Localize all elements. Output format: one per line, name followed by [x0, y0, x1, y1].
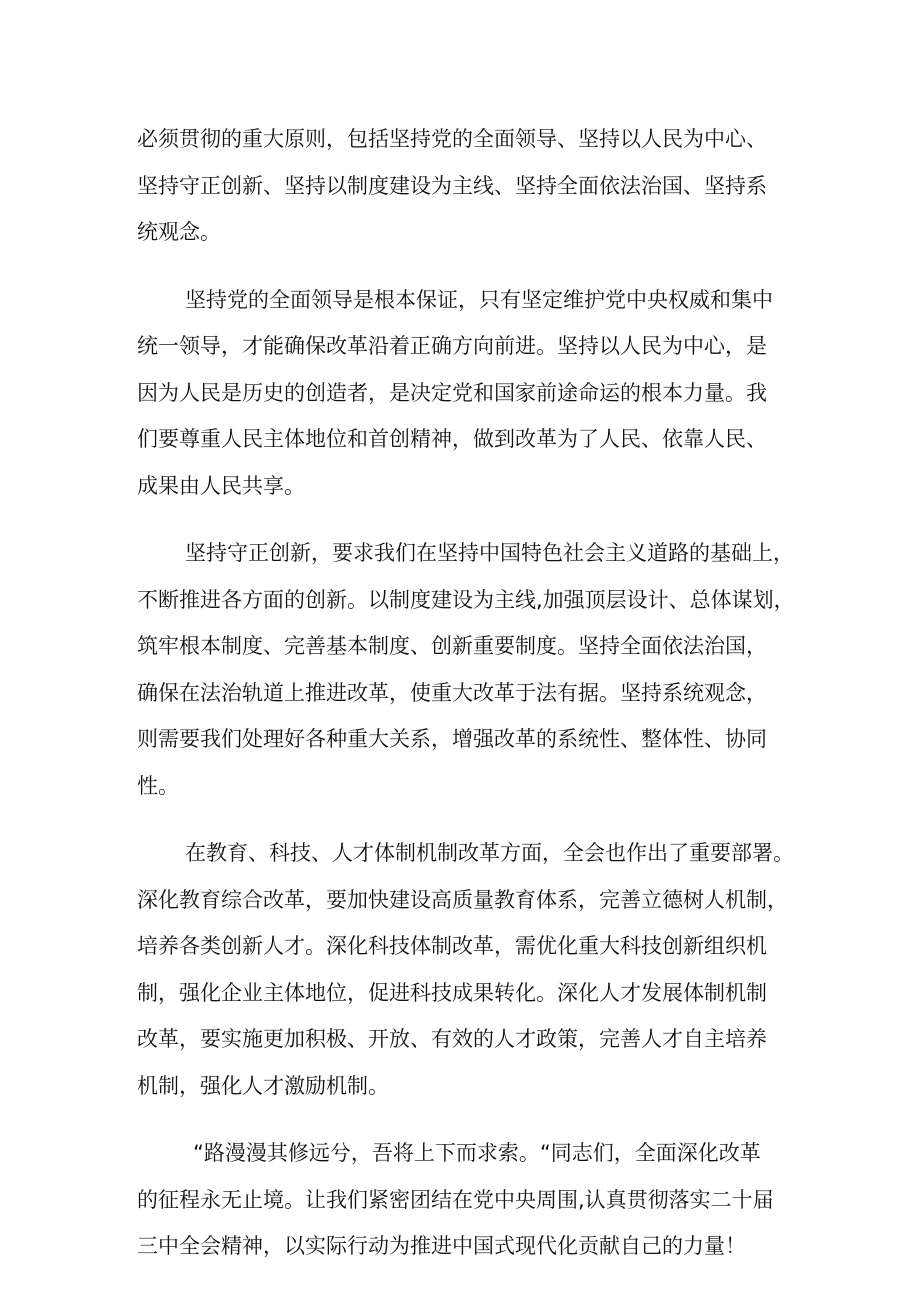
text-line: 性。 [137, 773, 179, 798]
text-line: 制，强化企业主体地位，促进科技成果转化。深化人才发展体制机制 [137, 980, 767, 1005]
paragraph-principles [137, 116, 797, 256]
text-line: 机制，强化人才激励机制。 [137, 1073, 389, 1098]
text-line: 三中全会精神，以实际行动为推进中国式现代化贡献自己的力量！ [137, 1234, 746, 1258]
text-line: 统观念。 [137, 220, 221, 244]
text-line: 们要尊重人民主体地位和首创精神，做到改革为了人民、依靠人民、 [137, 427, 767, 451]
text-line: 培养各类创新人才。深化科技体制改革，需优化重大科技创新组织机 [137, 934, 767, 958]
text-line: 筑牢根本制度、完善基本制度、创新重要制度。坚持全面依法治国， [137, 634, 767, 658]
text-line: 的征程永无止境。让我们紧密团结在党中央周围,认真贯彻落实二十届 [137, 1187, 774, 1212]
text-line: 则需要我们处理好各种重大关系，增强改革的系统性、整体性、协同 [137, 727, 767, 751]
text-line: 坚持守正创新，要求我们在坚持中国特色社会主义道路的基础上， [185, 541, 794, 565]
text-line: 成果由人民共享。 [137, 473, 305, 498]
paragraph-education-tech-talent [137, 830, 797, 1109]
text-line: 坚持守正创新、坚持以制度建设为主线、坚持全面依法治国、坚持系 [137, 173, 767, 198]
text-line: 在教育、科技、人才体制机制改革方面，全会也作出了重要部署。 [185, 841, 794, 865]
text-line: 深化教育综合改革，要加快建设高质量教育体系，完善立德树人机制， [137, 887, 788, 912]
text-line: 不断推进各方面的创新。以制度建设为主线,加强顶层设计、总体谋划， [137, 587, 795, 612]
text-line: 因为人民是历史的创造者，是决定党和国家前途命运的根本力量。我 [137, 380, 767, 405]
document-body [137, 116, 797, 1291]
paragraph-innovation [137, 530, 797, 809]
text-line: 确保在法治轨道上推进改革，使重大改革于法有据。坚持系统观念， [137, 680, 767, 705]
text-line: 统一领导，才能确保改革沿着正确方向前进。坚持以人民为中心，是 [137, 334, 767, 358]
paragraph-party-leadership [137, 277, 797, 510]
text-line: “路漫漫其修远兮，吾将上下而求索。“同志们，全面深化改革 [193, 1141, 761, 1165]
text-line: 必须贯彻的重大原则，包括坚持党的全面领导、坚持以人民为中心、 [137, 127, 767, 151]
paragraph-closing [137, 1130, 797, 1270]
text-line: 坚持党的全面领导是根本保证，只有坚定维护党中央权威和集中 [185, 287, 773, 312]
text-line: 改革，要实施更加积极、开放、有效的人才政策，完善人才自主培养 [137, 1027, 767, 1051]
